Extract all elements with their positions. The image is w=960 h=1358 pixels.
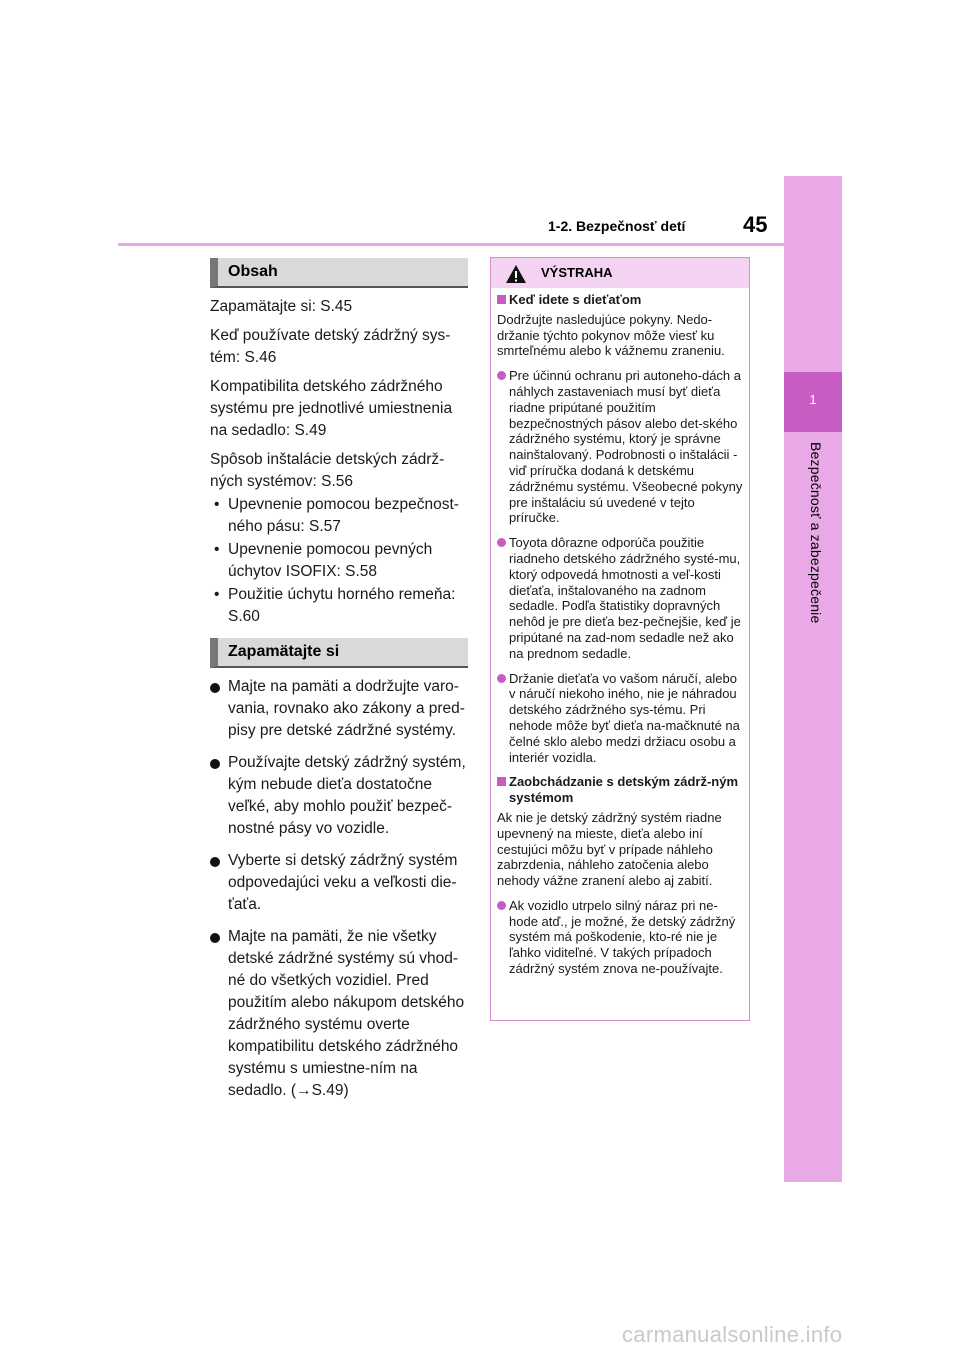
remember-item: Majte na pamäti, že nie všetky detské zádržné systémy sú vhod-né do všetkých vozidiel. Pred použitím alebo nákupom detského zádržného systému overte kompatibilitu detského zádržného systému s umiestne-ním na sedadlo. (→S.49) [210,926,472,1102]
contents-item[interactable]: Kompatibilita detského zádržného systému pre jednotlivé umiestnenia na sedadlo: S.49 [210,378,453,439]
remember-title: Zapamätajte si [210,638,468,668]
remember-item: Používajte detský zádržný systém, kým nebude dieťa dostatočne veľké, aby mohlo použiť bezpeč-nostné pásy vo vozidle. [210,752,472,840]
warning-text: Dodržujte nasledujúce pokyny. Nedo-držanie týchto pokynov môže viesť ku smrteľnému alebo k vážnemu zraneniu. [497,311,725,359]
contents-item[interactable]: Spôsob inštalácie detských zádrž-ných systémov: S.56 [210,451,445,490]
warning-section-title: Keď idete s dieťaťom [497,292,745,308]
warning-point: Toyota dôrazne odporúča použitie riadneho detského zádržného systé-mu, ktorý odpovedá hmotnosti a veľ-kosti dieťaťa, inštalovaného na zadnom sedadle. Podľa štatistiky dopravných nehôd je pre dieťa bez-pečnejšie, keď je pripútané na zad-nom sedadle než ako na prednom sedadle. [497,535,745,661]
bullet-icon [210,857,220,867]
bullet-icon [210,759,220,769]
warning-body [497,292,745,986]
bullet-icon [210,683,220,693]
contents-subitem[interactable]: • Použitie úchytu horného remeňa: S.60 [210,584,472,628]
warning-header [491,258,749,288]
chapter-title-vertical: Bezpečnosť a zabezpečenie [808,442,824,624]
square-bullet-icon [497,295,506,304]
warning-point: Držanie dieťaťa vo vašom náručí, alebo v náručí niekoho iného, nie je náhradou detského zádržného sys-tému. Pri nehode môže byť dieťa na-mačknuté na čelné sklo alebo medzi držiacu osobu a interiér vozidla. [497,671,745,766]
watermark: carmanualsonline.info [622,1322,843,1347]
bullet-icon [210,933,220,943]
remember-item: Vyberte si detský zádržný systém odpovedajúci veku a veľkosti die-ťaťa. [210,850,472,916]
circle-bullet-icon [497,901,506,910]
header-rule [118,243,784,246]
section-heading: 1-2. Bezpečnosť detí [548,218,686,234]
contents-subitem[interactable]: • Upevnenie pomocou bezpečnost-ného pásu: S.57 [210,494,472,538]
page-number: 45 [743,212,768,237]
contents-subitem[interactable]: • Upevnenie pomocou pevných úchytov ISOFIX: S.58 [210,539,472,583]
warning-title: VÝSTRAHA [541,265,613,280]
warning-triangle-icon [505,264,527,284]
warning-section-title: Zaobchádzanie s detským zádrž-ným systémom [497,774,745,806]
warning-text: Ak nie je detský zádržný systém riadne upevnený na mieste, dieťa alebo iní cestujúci môžu byť v prípade náhleho zabrzdenia, náhleho zatočenia alebo nehody vážne zranení alebo aj zabití. [497,809,722,889]
chapter-number: 1 [809,392,817,407]
circle-bullet-icon [497,674,506,683]
contents-item[interactable]: Zapamätajte si: S.45 [210,298,353,315]
warning-point: Ak vozidlo utrpelo silný náraz pri ne-hode atď., je možné, že detský zádržný systém má poškodenie, kto-ré nie je ľahko viditeľné. V takých prípadoch zádržný systém znova ne-používajte. [497,898,745,977]
contents-item[interactable]: Keď používate detský zádržný sys-tém: S.46 [210,327,451,366]
circle-bullet-icon [497,538,506,547]
remember-list [210,676,472,1112]
warning-box [490,257,750,1021]
contents-list [210,296,472,635]
contents-title: Obsah [210,258,468,288]
remember-item: Majte na pamäti a dodržujte varo-vania, rovnako ako zákony a pred-pisy pre detské zádržné systémy. [210,676,472,742]
square-bullet-icon [497,777,506,786]
circle-bullet-icon [497,371,506,380]
warning-point: Pre účinnú ochranu pri autoneho-dách a náhlych zastaveniach musí byť dieťa riadne pripútané použitím bezpečnostných pásov alebo det-ského zádržného systému, ktorý je správne nainštalovaný. Podrobnosti o inštalácii - viď príručka dodaná k detskému zádržnému systému. Všeobecné pokyny pre inštaláciu sú uvedené v tejto príručke. [497,368,745,526]
